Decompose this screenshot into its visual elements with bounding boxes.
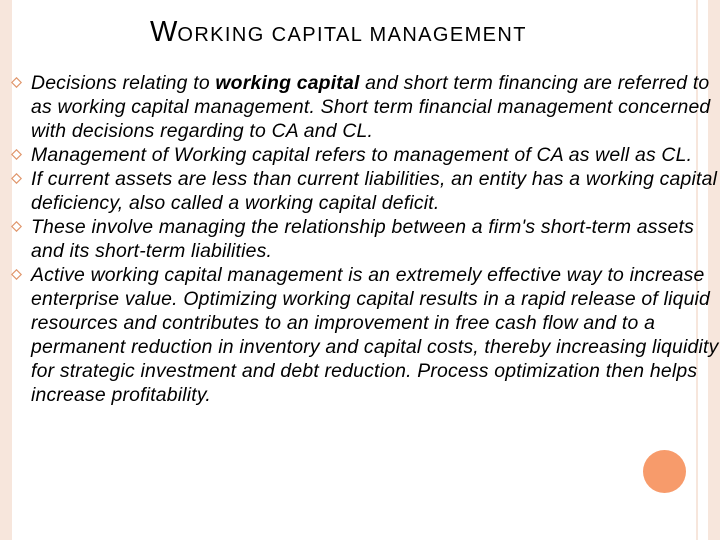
bullet-item: [0, 167, 720, 215]
bullet-list: [0, 71, 720, 407]
bullet-item: [0, 71, 720, 143]
bullet-text: Decisions relating to: [31, 72, 216, 94]
diamond-bullet-icon: [11, 77, 22, 88]
title-lead: W: [150, 16, 178, 48]
diamond-bullet-icon: [11, 149, 22, 160]
bullet-text: Active working capital management is an extremely effective way to increase enterprise value. Optimizing working capital results in a rapid release of liquid resources and contributes to an improvement in free cash flow and to a permanent reduction in inventory and capital costs, thereby increasing liquidity for strategic investment and debt reduction. Process optimization then helps increase profitability.: [31, 264, 719, 406]
bullet-text: If current assets are less than current liabilities, an entity has a working capital deficiency, also called a working capital deficit.: [31, 168, 718, 214]
diamond-bullet-icon: [11, 173, 22, 184]
diamond-bullet-icon: [11, 221, 22, 232]
title-rest: ORKING CAPITAL MANAGEMENT: [177, 24, 527, 46]
bullet-text: and short term financing are referred to as working capital management. Short term financial management concerned with decisions regarding to CA and CL.: [31, 72, 711, 142]
bullet-item: [0, 215, 720, 263]
orange-circle-icon: [643, 450, 686, 493]
bullet-text-bold: working capital: [215, 72, 360, 94]
bullet-text: Management of Working capital refers to management of CA as well as CL.: [31, 144, 693, 166]
bullet-item: [0, 143, 720, 167]
slide-title: [0, 14, 720, 53]
diamond-bullet-icon: [11, 269, 22, 280]
bullet-text: These involve managing the relationship between a firm's short-term assets and its short-term liabilities.: [31, 216, 695, 262]
bullet-item: [0, 263, 720, 407]
